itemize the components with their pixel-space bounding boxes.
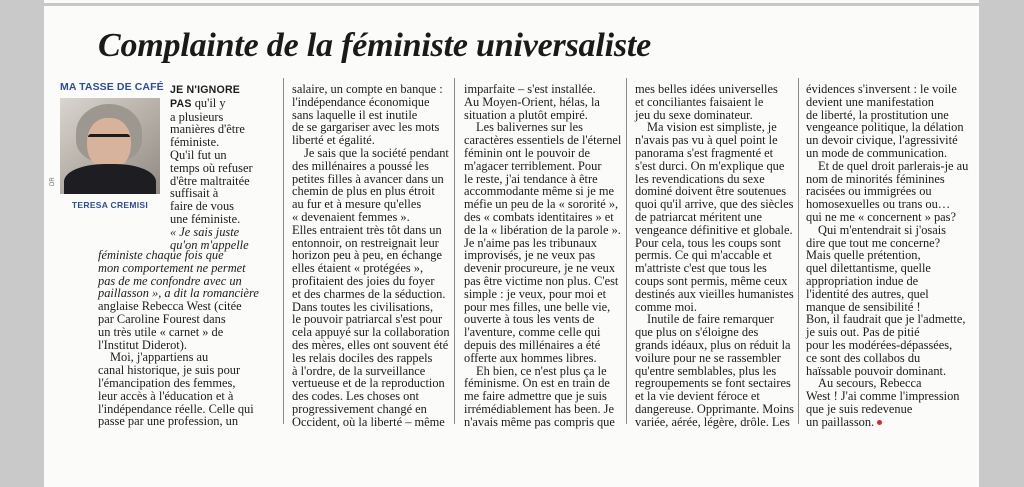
article-column-1: [170, 83, 270, 251]
article-line: de la « libération de la parole ».: [464, 222, 621, 237]
article-line: féministe chaque fois que: [98, 248, 224, 262]
article-line: suffisait à: [170, 186, 219, 201]
article-line: m'agacer terriblement. Pour: [464, 158, 602, 173]
article-column-1b: [98, 249, 278, 428]
article-line: Ma vision est simpliste, je: [647, 120, 777, 135]
article-line: évidences s'inversent : le voile: [806, 82, 957, 96]
column-separator: [626, 78, 627, 424]
article-line: offerte aux hommes libres.: [464, 350, 597, 365]
article-line: une féministe.: [170, 211, 241, 226]
article-line: et conciliantes faisaient le: [635, 94, 764, 109]
article-line: Je sais que la société pendant: [304, 145, 449, 160]
article-column-4: [635, 83, 811, 429]
article-line: m'attriste c'est que tous les: [635, 261, 767, 276]
article-line: irrémédiablement has been. Je: [464, 401, 615, 416]
article-line: par Caroline Fourest dans: [98, 311, 226, 326]
column-rubric: MA TASSE DE CAFÉ: [60, 81, 164, 93]
article-line: des codes. Les choses ont: [292, 389, 419, 404]
article-line: des millénaires a poussé les: [292, 158, 429, 173]
article-line: Occident, où la liberté – même: [292, 414, 445, 429]
article-line: féminin ont le pouvoir de: [464, 145, 590, 160]
article-line: petites filles à avancer dans un: [292, 171, 444, 186]
article-line: [170, 83, 270, 97]
article-line: accommodante même si je me: [464, 184, 615, 199]
article-line: de se gargariser avec les mots: [292, 120, 440, 135]
article-column-5: [806, 83, 979, 429]
article-line: je suis out. Pas de pitié: [806, 325, 920, 340]
article-line: l'identité des autres, quel: [806, 286, 929, 301]
article-line: progressivement changé en: [292, 401, 427, 416]
lead-in-caps: JE N'IGNORE: [170, 84, 241, 96]
article-line: féminisme. On est en train de: [464, 376, 610, 391]
article-line: vengeance définitive et globale.: [635, 222, 793, 237]
article-line: dire que tout me concerne?: [806, 235, 941, 250]
article-line: jeu du sexe dominateur.: [635, 107, 753, 122]
article-line: appropriation indue de: [806, 273, 919, 288]
article-line: d'être maltraitée: [170, 173, 250, 188]
article-line: l'indépendance réelle. Celle qui: [98, 401, 254, 416]
article-line: quoi qu'il arrive, que des siècles: [635, 197, 794, 212]
article-line: que plus on s'éloigne des: [635, 325, 759, 340]
article-line: l'Institut Diderot).: [98, 337, 187, 352]
article-line: ce sont des collabos du: [806, 350, 921, 365]
article-line: un devoir civique, l'agressivité: [806, 133, 958, 148]
article-line: Moi, j'appartiens au: [110, 350, 209, 365]
article-line: permis. Ce qui m'accable et: [635, 248, 772, 263]
article-line: des mères, elles ont souvent été: [292, 337, 449, 352]
article-line: à l'ordre, de la surveillance: [292, 363, 426, 378]
article-line: dangereuse. Opprimante. Moins: [635, 401, 794, 416]
article-line: regroupements se font sectaires: [635, 376, 791, 391]
article-line: West ! J'ai comme l'impression: [806, 389, 960, 404]
lead-in-caps: PAS: [170, 97, 192, 110]
article-line: PAS qu'il y: [170, 95, 226, 110]
article-line: racisées ou immigrées ou: [806, 184, 932, 199]
article-line: salaire, un compte en banque :: [292, 82, 443, 96]
article-line: simple : je veux, pour moi et: [464, 286, 607, 301]
article-line: le pouvoir patriarcal s'est pour: [292, 312, 443, 327]
article-line: variée, aérée, légère, drôle. Les: [635, 414, 790, 429]
article-line: chemin de plus en plus étroit: [292, 184, 435, 199]
article-line: mes belles idées universelles: [635, 82, 778, 96]
article-line: Elles entraient très tôt dans un: [292, 222, 442, 237]
article-line: profitaient des joies du foyer: [292, 273, 435, 288]
article-line: improvisés, je ne veux pas: [464, 248, 596, 263]
article-line: Qui m'entendrait si j'osais: [818, 222, 947, 237]
article-line: pas de me confondre avec un: [98, 273, 242, 288]
article-line: panorama s'est fragmenté et: [635, 145, 774, 160]
article-line: devenir procureure, je ne veux: [464, 261, 616, 276]
article-headline: Complainte de la féministe universaliste: [98, 27, 652, 64]
article-line: manières d'être: [170, 122, 245, 137]
article-line: l'indépendance économique: [292, 94, 430, 109]
photo-credit: DR: [50, 177, 56, 186]
article-line: Les balivernes sur les: [476, 120, 584, 135]
article-line: « devenaient femmes ».: [292, 209, 410, 224]
article-line: Pour cela, tous les coups sont: [635, 235, 781, 250]
article-line: les relais dociles des rappels: [292, 350, 433, 365]
article-line: n'avais pas vu à quel point le: [635, 133, 778, 148]
article-line: Au Moyen-Orient, hélas, la: [464, 94, 600, 109]
article-line: vengeance politique, la délation: [806, 120, 964, 135]
article-line: un paillasson.: [806, 416, 979, 429]
article-line: Eh bien, ce n'est plus ça le: [476, 363, 607, 378]
article-line: que je suis redevenue: [806, 401, 913, 416]
article-line: au fur et à mesure qu'elles: [292, 197, 422, 212]
article-line: elles étaient « protégées »,: [292, 261, 424, 276]
newspaper-page: [44, 0, 979, 487]
article-line: dominé doivent être soutenues: [635, 184, 787, 199]
article-line: Qu'il fut un: [170, 147, 227, 162]
article-line: Inutile de faire remarquer: [647, 312, 774, 327]
article-line: le reste, j'ai tendance à être: [464, 171, 598, 186]
article-line: grands idéaux, plus on réduit la: [635, 337, 791, 352]
top-rule: [44, 3, 979, 6]
column-separator: [798, 78, 799, 424]
article-line: horizon peu à peu, en échange: [292, 248, 442, 263]
article-line: Dans toutes les civilisations,: [292, 299, 434, 314]
article-line: sans laquelle il est inutile: [292, 107, 418, 122]
article-line: les revendications du sexe: [635, 171, 765, 186]
article-line: comme moi.: [635, 299, 697, 314]
article-line: s'est durci. On m'explique que: [635, 158, 785, 173]
article-line: des « combats identitaires » et: [464, 209, 614, 224]
article-line: méfie un peu de la « sororité »,: [464, 197, 619, 212]
column-separator: [283, 78, 284, 424]
article-line: caractères essentiels de l'éternel: [464, 133, 622, 148]
article-line: pour les modérées-dépassées,: [806, 337, 953, 352]
article-line: Et de quel droit parlerais-je au: [818, 158, 969, 173]
article-line: a plusieurs: [170, 109, 224, 124]
article-line: nom de minorités féminines: [806, 171, 945, 186]
article-line: vertueuse et de la reproduction: [292, 376, 445, 391]
article-line: me faire admettre que je suis: [464, 389, 607, 404]
article-line: imparfaite – s'est installée.: [464, 82, 596, 96]
article-line: de patriarcat méritent une: [635, 209, 762, 224]
article-line: leur accès à l'éducation et à: [98, 388, 234, 403]
article-line: anglaise Rebecca West (citée: [98, 299, 242, 314]
article-line: coups sont permis, même ceux: [635, 273, 788, 288]
article-line: passe par une profession, un: [98, 414, 239, 429]
article-line: « Je sais juste: [170, 224, 240, 239]
article-line: qu'on m'appelle: [170, 237, 249, 252]
article-line: manque de sensibilité !: [806, 299, 921, 314]
article-line: un très utile « carnet » de: [98, 324, 224, 339]
article-line: depuis des millénaires a été: [464, 337, 601, 352]
article-line: Bon, il faudrait que je l'admette,: [806, 312, 966, 327]
article-line: un mode de communication.: [806, 145, 948, 160]
article-line: Mais quelle prétention,: [806, 248, 921, 263]
author-photo: [60, 98, 160, 194]
article-line: liberté et égalité.: [292, 133, 375, 148]
article-line: quel dilettantisme, quelle: [806, 261, 931, 276]
article-line: cela appuyé sur la collaboration: [292, 325, 450, 340]
article-line: qu'entre semblables, plus les: [635, 363, 777, 378]
end-of-article-dot-icon: [877, 420, 882, 425]
article-line: situation a plutôt empiré.: [464, 107, 588, 122]
article-line: canal historique, je suis pour: [98, 363, 241, 378]
article-line: et des charmes de la séduction.: [292, 286, 446, 301]
article-line: Au secours, Rebecca: [818, 376, 922, 391]
article-line: voilure pour ne se rassembler: [635, 350, 781, 365]
article-line: pas être victime non plus. C'est: [464, 273, 619, 288]
column-separator: [454, 78, 455, 424]
article-column-2: [292, 83, 468, 429]
article-line: devient une manifestation: [806, 94, 934, 109]
article-line: de liberté, la prostitution une: [806, 107, 949, 122]
article-line: pour mes filles, une belle vie,: [464, 299, 611, 314]
article-line: et la vie devient féroce et: [635, 389, 760, 404]
article-line: féministe.: [170, 135, 220, 150]
article-line: entonnoir, on restreignait leur: [292, 235, 439, 250]
article-line: destinés aux vieilles humanistes: [635, 286, 794, 301]
article-line: haïssable pouvoir dominant.: [806, 363, 947, 378]
article-line: ouverte à tous les vents de: [464, 312, 595, 327]
author-name: TERESA CREMISI: [71, 200, 149, 210]
article-line: temps où refuser: [170, 160, 253, 175]
article-line: n'avais même pas compris que: [464, 414, 615, 429]
article-line: l'émancipation des femmes,: [98, 375, 236, 390]
article-line: l'aventure, comme celle qui: [464, 325, 601, 340]
article-line: paillasson », a dit la romancière: [98, 286, 259, 301]
article-line: homosexuelles ou trans ou…: [806, 197, 951, 212]
article-column-3: [464, 83, 640, 429]
article-line: Je n'aime pas les tribunaux: [464, 235, 597, 250]
article-line: faire de vous: [170, 199, 234, 214]
article-line: mon comportement ne permet: [98, 260, 246, 275]
article-line: qui ne me « concernent » pas?: [806, 209, 957, 224]
